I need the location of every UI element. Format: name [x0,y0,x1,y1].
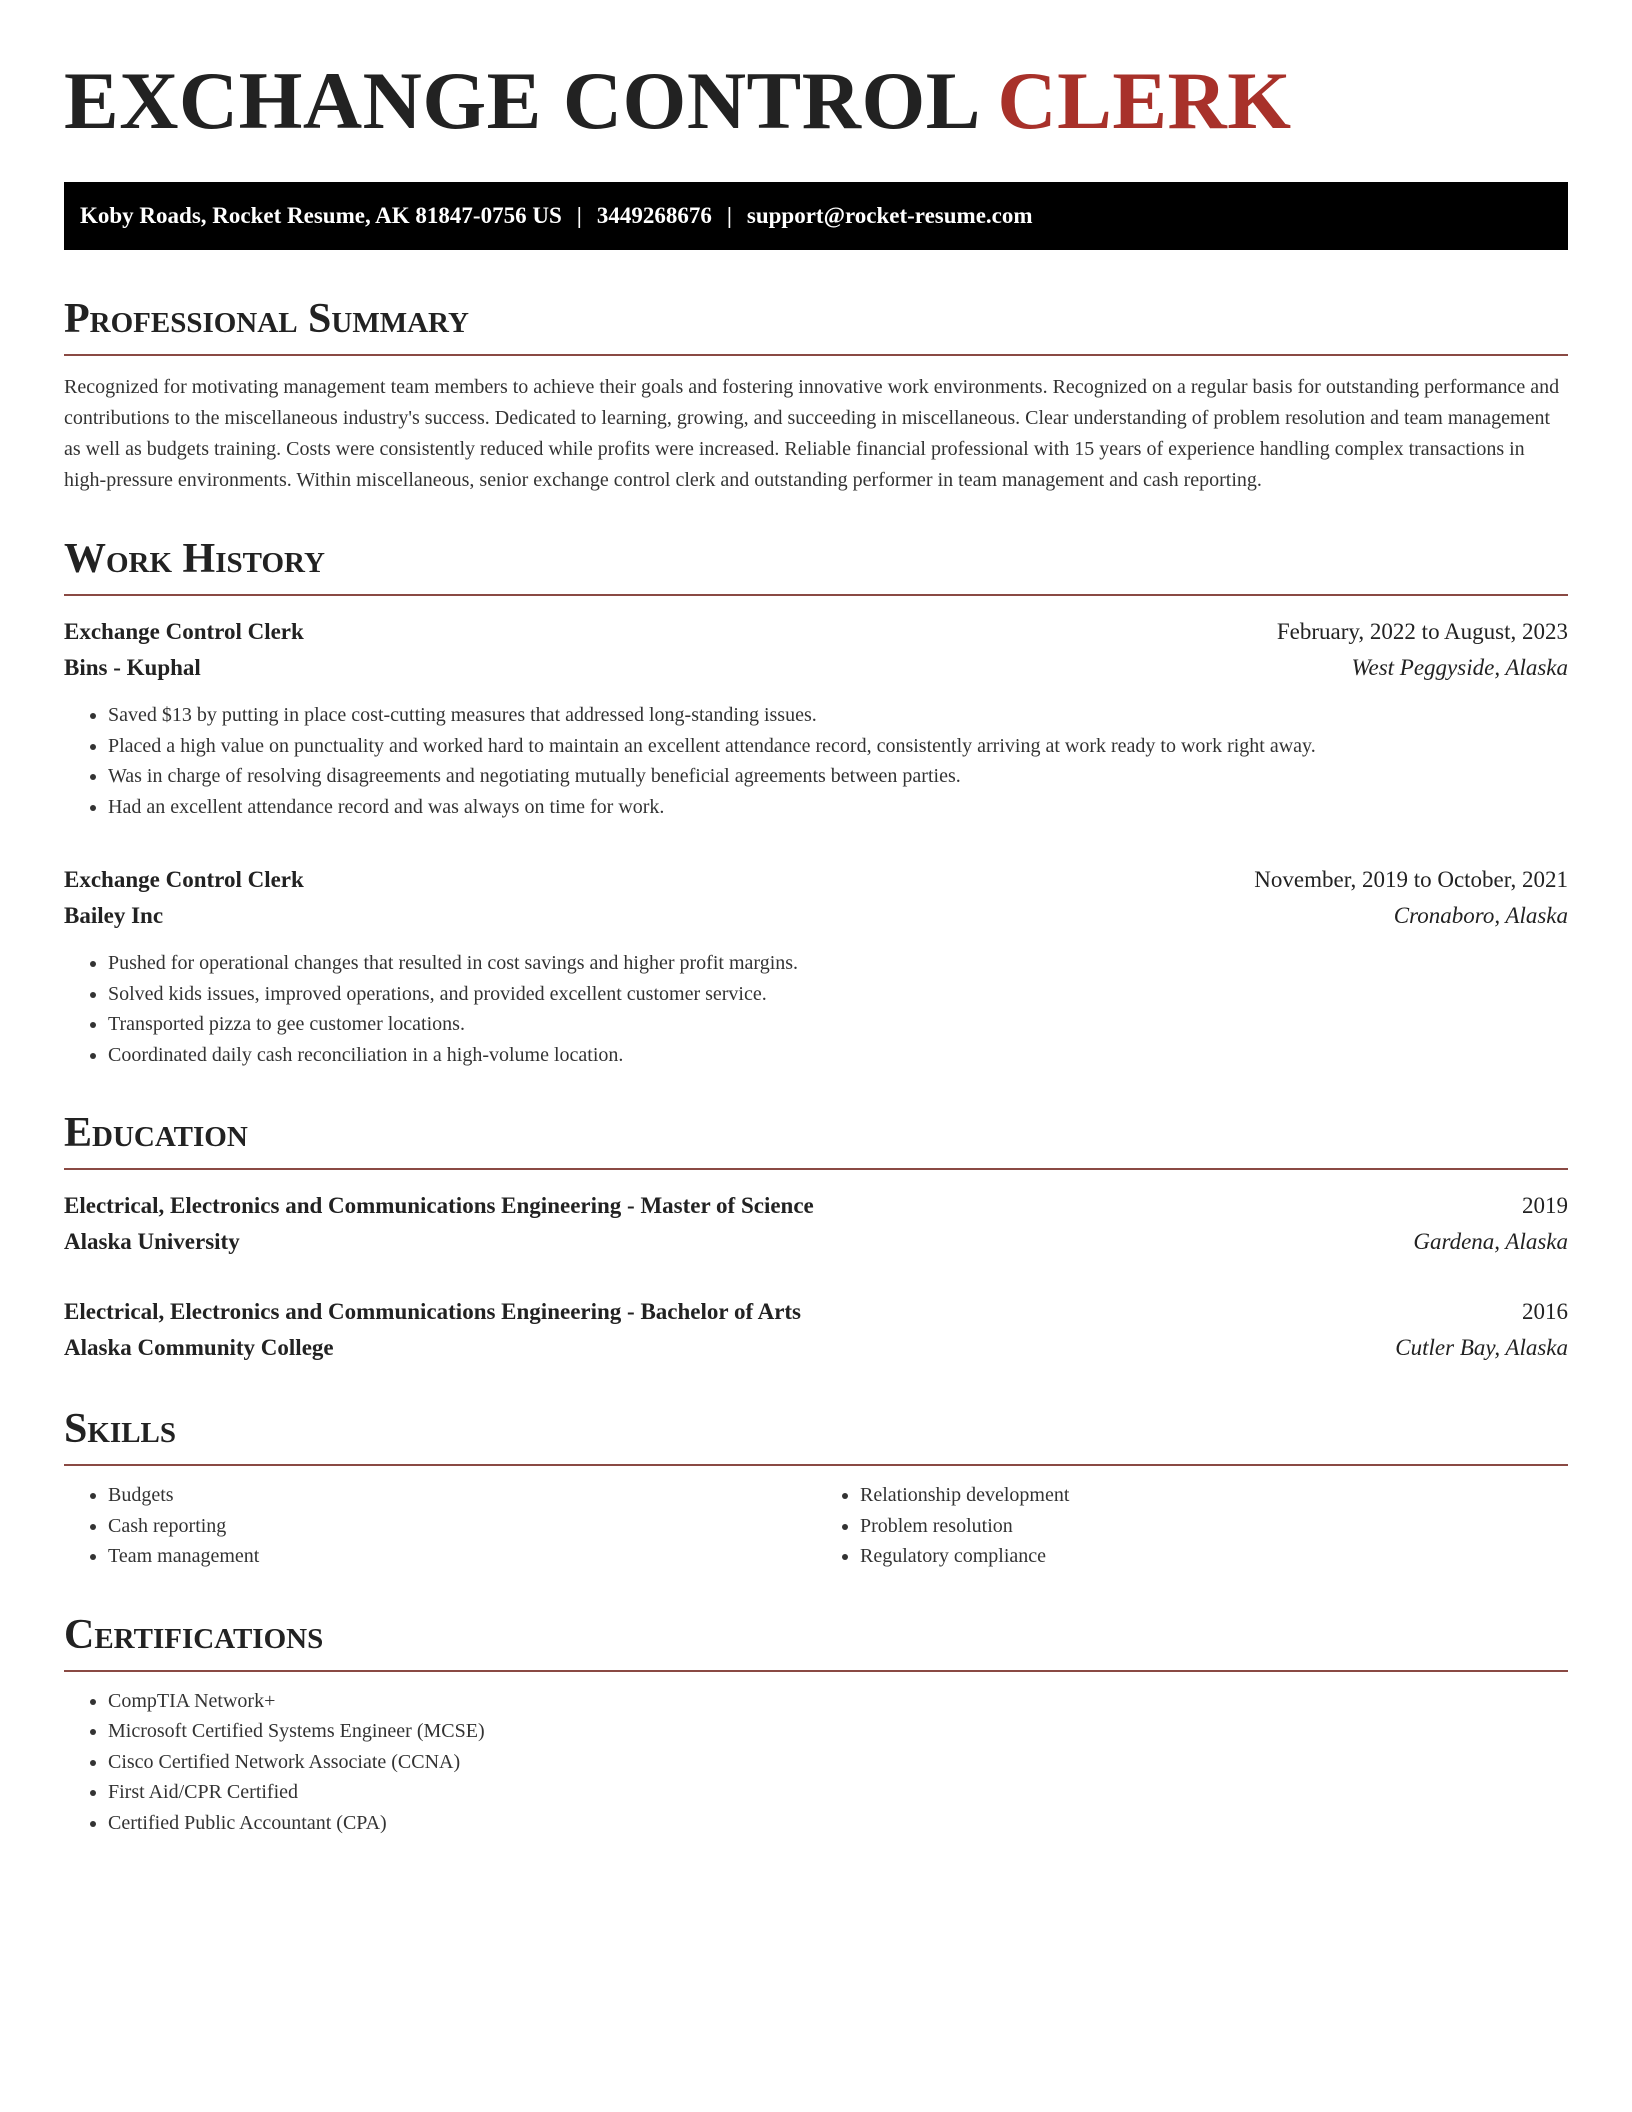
certification-item: • Microsoft Certified Systems Engineer (MCSE) [108,1716,1568,1747]
certification-item: • Certified Public Accountant (CPA) [108,1808,1568,1839]
certifications-list [64,1686,1568,1839]
certification-item: • First Aid/CPR Certified [108,1777,1568,1808]
job-location: Cronaboro, Alaska [1393,903,1568,928]
job-dates: February, 2022 to August, 2023 [1276,619,1568,644]
education-school: Alaska Community College [64,1335,334,1360]
job-location: West Peggyside, Alaska [1351,655,1568,680]
job-position: Exchange Control Clerk [64,619,304,644]
job-bullet: • Pushed for operational changes that resulted in cost savings and higher profit margins. [108,948,1568,979]
certification-item: • CompTIA Network+ [108,1686,1568,1717]
job-bullet: • Transported pizza to gee customer locations. [108,1009,1568,1040]
job-company-row [64,650,1568,686]
job-header-row [64,614,1568,650]
job-bullet: • Solved kids issues, improved operations, and provided excellent customer service. [108,979,1568,1010]
skill-item: • Cash reporting [108,1511,816,1542]
job-bullet: • Placed a high value on punctuality and worked hard to maintain an excellent attendance record, consistently arriving at work ready to work right away. [108,731,1568,762]
education-section [64,1112,1568,1366]
name-last: CLERK [997,55,1292,146]
summary-text: Recognized for motivating management team members to achieve their goals and fostering innovative work environments. Recognized on a regular basis for outstanding performance and contributions to the miscellaneous industry's success. Dedicated to learning, growing, and succeeding in miscellaneous. Clear understanding of problem resolution and team management as well as budgets training. Costs were consistently reduced while profits were increased. Reliable financial professional with 15 years of experience handling complex transactions in high-pressure environments. Within miscellaneous, senior exchange control clerk and outstanding performer in team management and cash reporting. [64,376,1560,491]
job-entry [64,862,1568,1070]
education-school-row [64,1224,1568,1260]
education-degree: Electrical, Electronics and Communications Engineering - Bachelor of Arts [64,1299,802,1324]
education-school: Alaska University [64,1229,240,1254]
skills-grid [64,1480,1568,1572]
job-bullet: • Saved $13 by putting in place cost-cutting measures that addressed long-standing issues. [108,700,1568,731]
education-school-row [64,1330,1568,1366]
contact-separator: | [576,203,582,228]
job-dates: November, 2019 to October, 2021 [1254,867,1568,892]
education-degree: Electrical, Electronics and Communications Engineering - Master of Science [64,1193,814,1218]
job-bullet: • Had an excellent attendance record and was always on time for work. [108,792,1568,823]
education-degree-row [64,1294,1568,1330]
education-location: Cutler Bay, Alaska [1395,1335,1568,1360]
section-title-education: Education [64,1112,1568,1170]
job-entry [64,614,1568,822]
section-title-certifications: Certifications [64,1614,1568,1672]
job-company-row [64,898,1568,934]
job-company: Bins - Kuphal [64,655,201,680]
job-bullets [64,700,1568,822]
job-bullet: • Was in charge of resolving disagreements and negotiating mutually beneficial agreements between parties. [108,761,1568,792]
education-location: Gardena, Alaska [1413,1229,1568,1254]
education-degree-row [64,1188,1568,1224]
section-title-skills: Skills [64,1408,1568,1466]
job-company: Bailey Inc [64,903,164,928]
skills-column-right [816,1480,1568,1572]
job-position: Exchange Control Clerk [64,867,304,892]
skills-section [64,1408,1568,1572]
summary-section [64,298,1568,496]
section-title-work-history: Work History [64,538,1568,596]
certification-item: • Cisco Certified Network Associate (CCNA) [108,1747,1568,1778]
contact-phone[interactable]: 3449268676 [596,203,712,228]
education-year: 2016 [1522,1299,1568,1324]
section-title-summary: Professional Summary [64,298,1568,356]
contact-email[interactable]: support@rocket-resume.com [746,203,1033,228]
job-bullets [64,948,1568,1070]
certifications-section [64,1611,1568,1839]
name-first: EXCHANGE CONTROL [64,55,977,146]
skill-item: • Problem resolution [860,1511,1568,1542]
skill-item: • Team management [108,1541,816,1572]
skills-column-left [64,1480,816,1572]
skill-item: • Relationship development [860,1480,1568,1511]
contact-bar [64,182,1568,250]
job-header-row [64,862,1568,898]
resume-name [64,55,1568,146]
work-history-section [64,538,1568,1070]
education-entry [64,1188,1568,1260]
job-bullet: • Coordinated daily cash reconciliation in a high-volume location. [108,1040,1568,1071]
skill-item: • Budgets [108,1480,816,1511]
contact-separator: | [726,203,732,228]
education-year: 2019 [1522,1193,1568,1218]
skill-item: • Regulatory compliance [860,1541,1568,1572]
contact-address: Koby Roads, Rocket Resume, AK 81847-0756 US [80,203,562,228]
education-entry [64,1294,1568,1366]
